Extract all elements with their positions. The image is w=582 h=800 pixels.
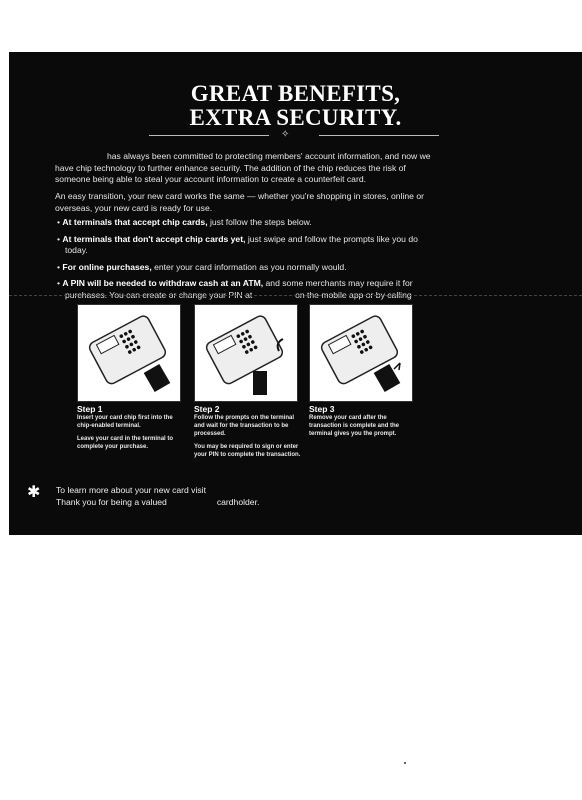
terminal-insert-icon <box>77 304 181 402</box>
bullet-item: • For online purchases, enter your card information as you normally would. <box>57 261 347 272</box>
bullet-item: • At terminals that don't accept chip cards yet, just swipe and follow the prompts like you do today. <box>57 233 418 255</box>
step-2: Step 2 Follow the prompts on the terminal and wait for the transaction to be processed. You may be required to sign or enter your PIN to complete the transaction. <box>194 304 304 464</box>
benefits-panel <box>9 52 582 535</box>
bullet-item: • A PIN will be needed to withdraw cash at an ATM, and some merchants may require it for purchases. You can create or change your PIN at on the mobile app or by calling <box>57 278 413 300</box>
terminal-remove-icon <box>309 304 413 402</box>
footer-text: To learn more about your new card visit Thank you for being a valued cardholder. <box>56 485 260 507</box>
scan-speck <box>404 762 406 764</box>
diamond-icon: ✧ <box>281 129 290 140</box>
terminal-prompt-icon <box>194 304 298 402</box>
bullet-list <box>57 217 437 306</box>
step-1: Step 1 Insert your card chip first into the chip-enabled terminal. Leave your card in the terminal to complete your purchase. <box>77 304 187 456</box>
bullet-item: • At terminals that accept chip cards, just follow the steps below. <box>57 217 312 227</box>
step-3: Step 3 Remove your card after the transaction is complete and the terminal gives you the prompt. <box>309 304 419 443</box>
fold-line <box>9 295 582 296</box>
asterisk-star-icon: ✱ <box>27 484 41 501</box>
intro-paragraph: has always been committed to protecting members' account information, and now we have chip technology to further enhance security. The addition of the chip reduces the risk of someone being able to steal your account information to create a counterfeit card. <box>55 151 431 184</box>
ornament-divider <box>149 129 439 140</box>
page-title: GREAT BENEFITS, EXTRA SECURITY. <box>189 81 402 130</box>
transition-paragraph: An easy transition, your new card works the same — whether you're shopping in stores, online or overseas, your new card is ready for use. <box>55 191 424 213</box>
